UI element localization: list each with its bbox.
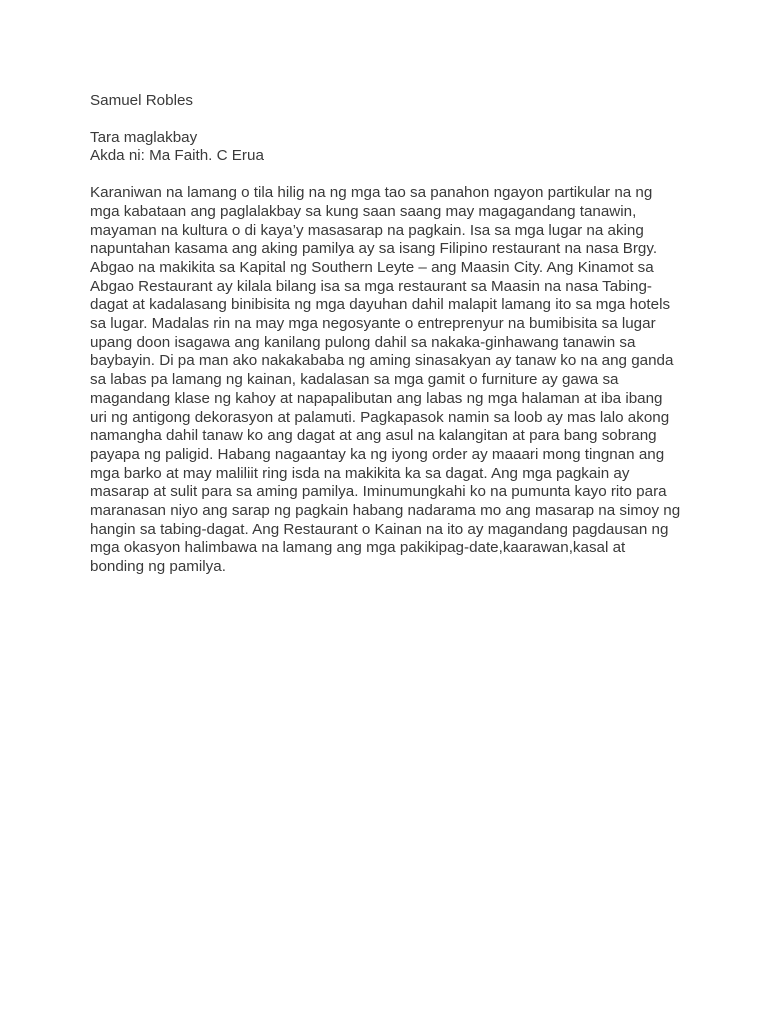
paragraph-line: mga okasyon halimbawa na lamang ang mga pakikipag-date,kaarawan,kasal at [90,539,626,557]
paragraph-line: Abgao na makikita sa Kapital ng Southern Leyte – ang Maasin City. Ang Kinamot sa [90,258,654,276]
paragraph-line: bonding ng pamilya. [90,558,226,576]
paragraph-line: mga barko at may maliliit ring isda na makikita ka sa dagat. Ang mga pagkain ay [90,464,630,482]
paragraph-line: uri ng antigong dekorasyon at palamuti. Pagkapasok namin sa loob ay mas lalo akong [90,408,670,426]
paragraph-line: baybayin. Di pa man ako nakakababa ng aming sinasakyan ay tanaw ko na ang ganda [90,352,674,370]
paragraph-line: maranasan niyo ang sarap ng pagkain habang nadarama mo ang masarap na simoy ng [90,502,681,520]
document-body [90,92,702,577]
paragraph-line: Abgao Restaurant ay kilala bilang isa sa mga restaurant sa Maasin na nasa Tabing- [90,277,652,295]
paragraph-line: mga kabataan ang paglalakbay sa kung saan saang may magagandang tanawin, [90,202,637,220]
paragraph-line: sa labas pa lamang ng kainan, kadalasan sa mga gamit o furniture ay gawa sa [90,371,619,389]
paragraph-line: dagat at kadalasang binibisita ng mga dayuhan dahil malapit lamang ito sa mga hotels [90,296,671,314]
body-paragraph [90,184,702,577]
paragraph-line: Karaniwan na lamang o tila hilig na ng mga tao sa panahon ngayon partikular na ng [90,184,653,202]
author-name: Samuel Robles [90,92,193,109]
paragraph-line: hangin sa tabing-dagat. Ang Restaurant o Kainan na ito ay magandang pagdausan ng [90,520,669,538]
paragraph-line: napuntahan kasama ang aking pamilya ay sa isang Filipino restaurant na nasa Brgy. [90,240,658,258]
paragraph-line: payapa ng paligid. Habang nagaantay ka ng iyong order ay maaari mong tingnan ang [90,445,665,463]
paragraph-line: masarap at sulit para sa aming pamilya. Iminumungkahi ko na pumunta kayo rito para [90,483,667,501]
paragraph-line: namangha dahil tanaw ko ang dagat at ang asul na kalangitan at para bang sobrang [90,427,657,445]
paragraph-line: mayaman na kultura o di kaya’y masasarap na pagkain. Isa sa mga lugar na aking [90,221,644,239]
document-title: Tara maglakbay [90,128,198,146]
paragraph-line: sa lugar. Madalas rin na may mga negosyante o entreprenyur na bumibisita sa lugar [90,315,656,333]
paragraph-line: upang doon isagawa ang kanilang pulong dahil sa nakaka-ginhawang tanawin sa [90,333,636,351]
document-byline: Akda ni: Ma Faith. C Erua [90,147,264,165]
paragraph-line: magandang klase ng kahoy at napapalibutan ang labas ng mga halaman at iba ibang [90,389,663,407]
